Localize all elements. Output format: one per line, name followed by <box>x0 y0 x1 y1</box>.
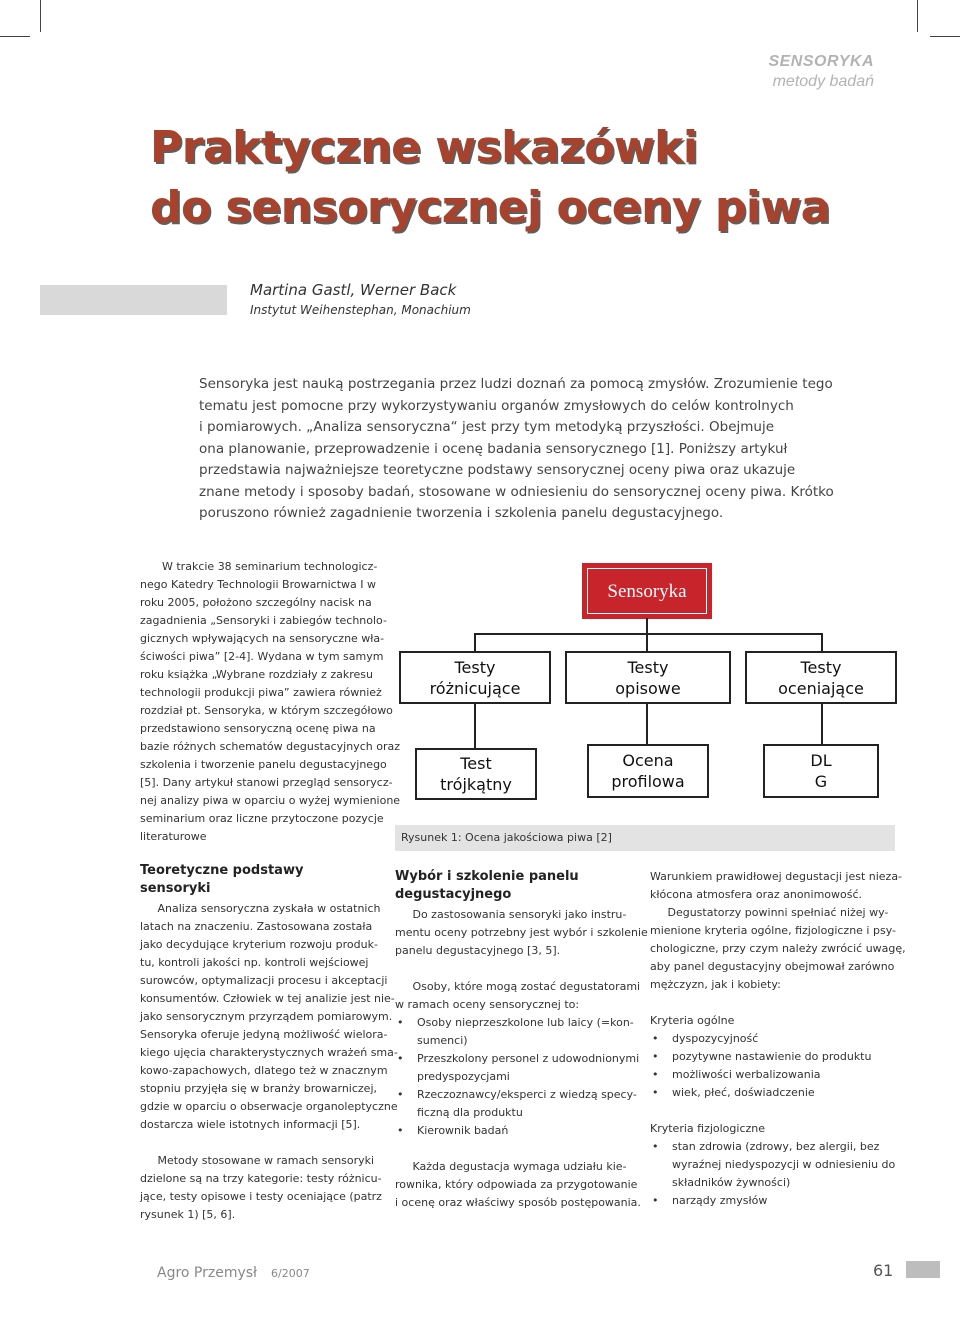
author-institution: Instytut Weihenstephan, Monachium <box>250 303 471 317</box>
text-line: • Rzeczoznawcy/eksperci z wiedzą specy- <box>417 1088 637 1101</box>
section-name: SENSORYKA <box>768 53 874 70</box>
text-line: Degustatorzy powinni spełniać niżej wy- <box>650 906 889 919</box>
magazine-name: Agro Przemysł <box>157 1265 258 1281</box>
text-line: technologii produkcji piwa” zawiera również <box>140 686 382 699</box>
text-line: mentu oceny potrzebny jest wybór i szkolenie <box>395 926 648 939</box>
text-line: kiego ujęcia charakterystycznych wrażeń sma- <box>140 1046 398 1059</box>
intro-paragraph <box>140 558 401 846</box>
text-line: rysunek 1) [5, 6]. <box>140 1208 236 1221</box>
section-heading: Teoretyczne podstawy sensoryki <box>140 863 304 896</box>
crop-mark <box>917 0 918 32</box>
text-line: bazie różnych schematów degustacyjnych oraz <box>140 740 400 753</box>
author-names: Martina Gastl, Werner Back <box>250 281 457 299</box>
text-line: jące, testy opisowe i testy oceniające (patrz <box>140 1190 382 1203</box>
connector-line <box>821 704 823 744</box>
figure-caption: Rysunek 1: Ocena jakościowa piwa [2] <box>395 825 895 851</box>
text-line: jako decydujące kryterium rozwoju produk- <box>140 938 378 951</box>
diagram-leaf-box <box>587 744 709 798</box>
middle-column <box>395 868 648 1212</box>
page-number: 61 <box>873 1261 894 1280</box>
text-line: seminarium oraz liczne przytoczone pozycje <box>140 812 384 825</box>
text-line: mężczyzn, jak i kobiety: <box>650 978 781 991</box>
text-line: jako sensorycznym przyrządem pomiarowym. <box>140 1010 393 1023</box>
text-line: • dyspozycyjność <box>672 1032 759 1045</box>
text-line: Analiza sensoryczna zyskała w ostatnich <box>140 902 381 915</box>
decorative-bar <box>40 285 227 315</box>
text-line: rozdział pt. Sensoryka, w którym szczegółowo <box>140 704 393 717</box>
text-line: Do zastosowania sensoryki jako instru- <box>395 908 627 921</box>
text-line: chologiczne, przy czym należy zwrócić uwagę, <box>650 942 906 955</box>
list-item <box>395 1014 634 1050</box>
text-line: • Osoby nieprzeszkolone lub laicy (=kon- <box>417 1016 634 1029</box>
branch-label: Testy <box>800 657 842 677</box>
text-line: • wiek, płeć, doświadczenie <box>672 1086 815 1099</box>
branch-label: Testy <box>454 657 496 677</box>
text-line: predyspozycjami <box>417 1070 510 1083</box>
text-line: gicznych wpływających na sensoryczne wła- <box>140 632 385 645</box>
section-label <box>768 52 874 92</box>
connector-line <box>646 633 648 651</box>
figure-1-diagram <box>395 558 895 848</box>
text-line: szkolenia i tworzenie panelu degustacyjnego <box>140 758 387 771</box>
taster-list <box>395 1014 640 1140</box>
text-line: • możliwości werbalizowania <box>672 1068 821 1081</box>
connector-line <box>646 704 648 744</box>
physiological-criteria-list <box>650 1138 896 1210</box>
text-line: roku 2005, położono szczególny nacisk na <box>140 596 372 609</box>
lead-line: ona planowanie, przeprowadzenie i ocenę badania sensorycznego [1]. Poniższy artykuł <box>199 440 788 457</box>
crop-mark <box>40 0 41 32</box>
title-line-1: Praktyczne wskazówki <box>150 122 698 173</box>
text-line: • stan zdrowia (zdrowy, bez alergii, bez <box>672 1140 880 1153</box>
list-item <box>395 1050 640 1086</box>
crop-mark <box>0 36 30 37</box>
lead-line: i pomiarowych. „Analiza sensoryczna“ jest przy tym metodyką przyszłości. Obejmuje <box>199 419 775 435</box>
article-title <box>150 118 910 238</box>
connector-line <box>474 633 476 651</box>
connector-line <box>646 618 648 634</box>
text-line: Warunkiem prawidłowej degustacji jest nieza- <box>650 870 903 883</box>
text-line: • narządy zmysłów <box>672 1194 768 1207</box>
branch-label: różnicujące <box>429 678 521 698</box>
list-item <box>395 1086 637 1122</box>
list-item <box>650 1084 890 1102</box>
diagram-root-box: Sensoryka <box>585 566 709 616</box>
left-column <box>140 862 398 1224</box>
page-footer <box>157 1262 310 1281</box>
text-line: rownika, który odpowiada za przygotowanie <box>395 1178 638 1191</box>
text-line: składników żywności) <box>672 1176 791 1189</box>
leaf-label: Ocena <box>622 751 674 770</box>
text-line: dostarcza wiele istotnych informacji [5]. <box>140 1118 361 1131</box>
text-line: konsumentów. Człowiek w tej analizie jest nie- <box>140 992 395 1005</box>
lead-line: poruszono również zagadnienie tworzenia i szkolenia panelu degustacyjnego. <box>199 505 724 521</box>
text-line: kłócona atmosfera oraz anonimowość. <box>650 888 863 901</box>
leaf-label: trójkątny <box>440 775 512 794</box>
list-item <box>650 1030 890 1048</box>
text-line: ficzną dla produktu <box>417 1106 523 1119</box>
leaf-label: DL <box>810 751 832 770</box>
branch-label: oceniające <box>778 678 864 698</box>
connector-line <box>474 704 476 748</box>
branch-label: opisowe <box>615 678 681 698</box>
list-item <box>650 1192 890 1210</box>
text-line: literaturowe <box>140 830 207 843</box>
list-item <box>395 1122 631 1140</box>
text-line: zagadnienia „Sensoryki i zabiegów technolo- <box>140 614 387 627</box>
lead-line: tematu jest pomocne przy wykorzystywaniu organów zmysłowych do celów kontrolnych <box>199 397 794 414</box>
leaf-label: profilowa <box>611 772 685 791</box>
crop-mark <box>930 36 960 37</box>
authors-block <box>250 280 471 320</box>
text-line: W trakcie 38 seminarium technologicz- <box>162 560 378 573</box>
text-line: nej analizy piwa w oparciu o wyżej wymienione <box>140 794 401 807</box>
lead-line: Sensoryka jest nauką postrzegania przez ludzi doznań za pomocą zmysłów. Zrozumienie tego <box>199 376 833 392</box>
text-line: Osoby, które mogą zostać degustatorami <box>395 980 641 993</box>
text-line: nego Katedry Technologii Browarnictwa I w <box>140 578 377 591</box>
text-line: Metody stosowane w ramach sensoryki <box>140 1154 375 1167</box>
text-line: kowo-zapachowych, dlatego też w znacznym <box>140 1064 388 1077</box>
text-line: latach na znaczeniu. Zastosowana została <box>140 920 373 933</box>
general-criteria-list <box>650 1030 890 1102</box>
lead-line: znane metody i sposoby badań, stosowane w odniesieniu do sensorycznej oceny piwa. Krótko <box>199 483 834 500</box>
list-item <box>650 1048 890 1066</box>
leaf-label: Test <box>460 754 492 773</box>
text-line: wyraźnej niedyspozycji w odniesieniu do <box>672 1158 896 1171</box>
text-line: tu, kontroli jakości np. kontroli wejściowej <box>140 956 369 969</box>
text-line: panelu degustacyjnego [3, 5]. <box>395 944 561 957</box>
text-line: w ramach oceny sensorycznej to: <box>395 998 580 1011</box>
text-line: gdzie w oparciu o obserwacje organoleptyczne <box>140 1100 398 1113</box>
issue-number: 6/2007 <box>271 1267 310 1280</box>
text-line: • Przeszkolony personel z udowodnionymi <box>417 1052 640 1065</box>
connector-line <box>821 633 823 651</box>
right-column <box>650 868 906 1210</box>
diagram-branch-box <box>745 651 897 704</box>
text-line: surowców, optymalizacji procesu i akceptacji <box>140 974 388 987</box>
list-item <box>650 1066 890 1084</box>
text-line: [5]. Dany artykuł stanowi przegląd sensorycz- <box>140 776 393 789</box>
text-line: stopniu przyjęła się w branży browarniczej, <box>140 1082 377 1095</box>
text-line: Sensoryka oferuje jedyną możliwość wielora- <box>140 1028 388 1041</box>
list-item <box>650 1138 896 1192</box>
section-heading: Wybór i szkolenie panelu <box>395 869 579 884</box>
text-line: Każda degustacja wymaga udziału kie- <box>395 1160 627 1173</box>
lead-line: przedstawia najważniejsze teoretyczne podstawy sensorycznej oceny piwa oraz ukazuje <box>199 462 796 478</box>
diagram-leaf-box <box>415 748 537 800</box>
text-line: dzielone są na trzy kategorie: testy różnicu- <box>140 1172 382 1185</box>
text-line: roku książka „Wybrane rozdziały z zakresu <box>140 668 373 681</box>
text-line: sumenci) <box>417 1034 468 1047</box>
text-line: i ocenę oraz właściwy sposób postępowania. <box>395 1196 641 1209</box>
text-line: mienione kryteria ogólne, fizjologiczne i psy- <box>650 924 896 937</box>
branch-label: Testy <box>627 657 669 677</box>
title-line-2: do sensorycznej oceny piwa <box>150 182 830 233</box>
text-line: ściwości piwa” [2-4]. Wydana w tym samym <box>140 650 384 663</box>
diagram-branch-box <box>565 651 731 704</box>
text-line: • pozytywne nastawienie do produktu <box>672 1050 872 1063</box>
lead-paragraph <box>199 374 839 525</box>
text-line: przedstawiono sensoryczną ocenę piwa na <box>140 722 376 735</box>
text-line: • Kierownik badań <box>417 1124 509 1137</box>
list-title: Kryteria ogólne <box>650 1014 735 1027</box>
page-number-bar <box>906 1261 940 1278</box>
diagram-branch-box <box>399 651 551 704</box>
leaf-label: G <box>814 772 828 791</box>
section-subname: metody badań <box>772 73 874 90</box>
text-line: aby panel degustacyjny obejmował zarówno <box>650 960 895 973</box>
diagram-leaf-box <box>763 744 879 798</box>
list-title: Kryteria fizjologiczne <box>650 1122 766 1135</box>
section-heading: degustacyjnego <box>395 887 512 902</box>
